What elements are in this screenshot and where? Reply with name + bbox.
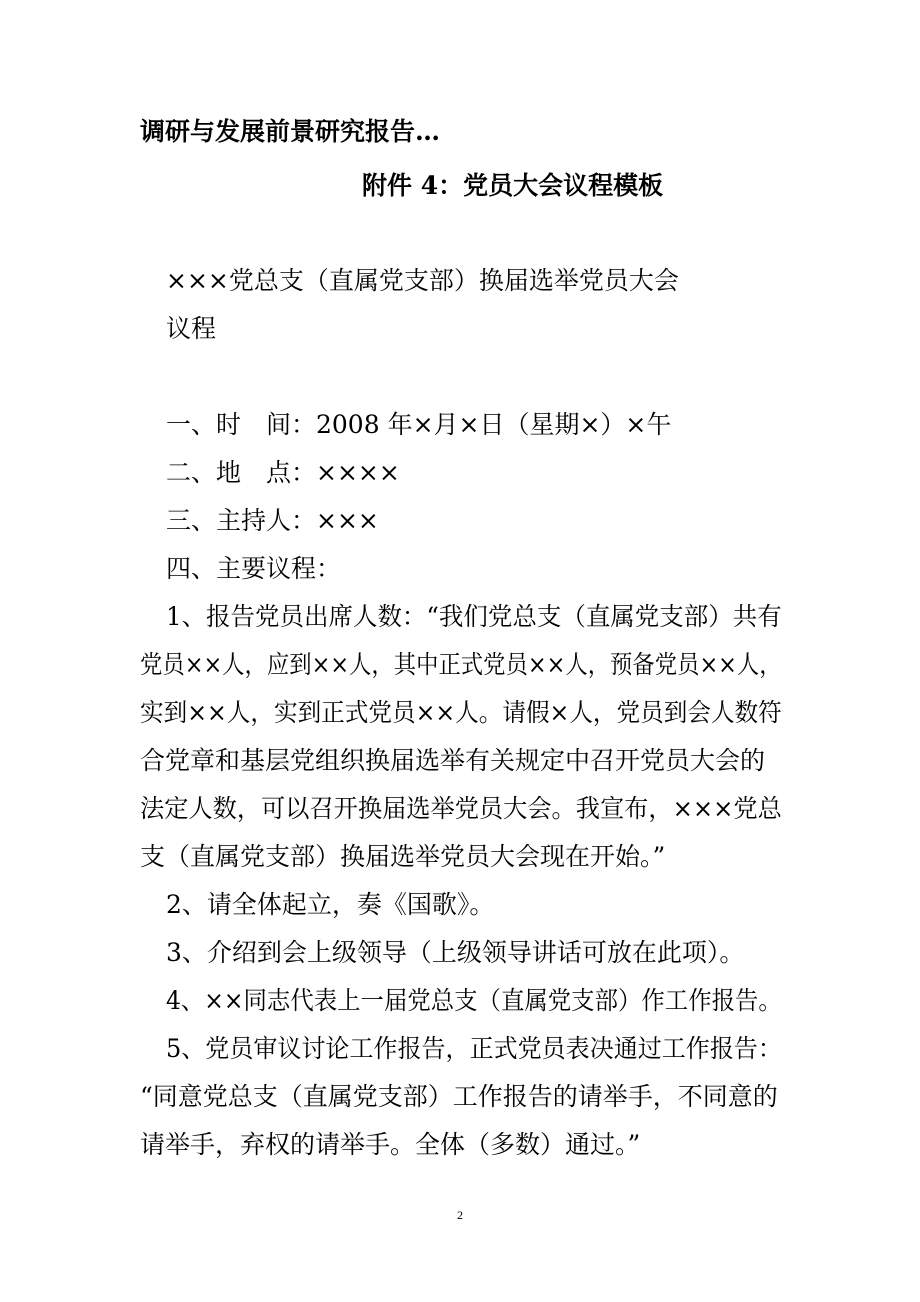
agenda-heading: 四、主要议程： xyxy=(166,554,342,583)
agenda-line: 支（直属党支部）换届选举党员大会现在开始。” xyxy=(140,842,666,871)
agenda-line: 合党章和基层党组织换届选举有关规定中召开党员大会的 xyxy=(140,746,766,775)
running-header: 调研与发展前景研究报告… xyxy=(140,117,441,146)
meeting-time: 一、时 间：2008 年×月×日（星期×）×午 xyxy=(166,410,672,439)
agenda-line: 实到××人，实到正式党员××人。请假×人，党员到会人数符 xyxy=(140,698,782,727)
page-number: 2 xyxy=(457,1208,463,1222)
agenda-line: 法定人数，可以召开换届选举党员大会。我宣布，×××党总 xyxy=(140,794,782,823)
agenda-line: 5、党员审议讨论工作报告，正式党员表决通过工作报告： xyxy=(166,1034,782,1063)
agenda-line: 3、介绍到会上级领导（上级领导讲话可放在此项）。 xyxy=(166,938,745,967)
document-title-line-2: 议程 xyxy=(166,314,217,343)
agenda-line: 4、××同志代表上一届党总支（直属党支部）作工作报告。 xyxy=(166,986,782,1015)
agenda-line: 党员××人，应到××人，其中正式党员××人，预备党员××人， xyxy=(140,650,782,679)
agenda-line: 请举手，弃权的请举手。全体（多数）通过。” xyxy=(140,1130,641,1159)
agenda-line: “同意党总支（直属党支部）工作报告的请举手，不同意的 xyxy=(140,1082,778,1111)
attachment-title: 附件 4：党员大会议程模板 xyxy=(362,171,664,200)
agenda-line: 1、报告党员出席人数：“我们党总支（直属党支部）共有 xyxy=(166,602,782,631)
agenda-line: 2、请全体起立，奏《国歌》。 xyxy=(166,890,495,919)
meeting-host: 三、主持人：××× xyxy=(166,506,379,535)
meeting-place: 二、地 点：×××× xyxy=(166,458,400,487)
document-title-line-1: ×××党总支（直属党支部）换届选举党员大会 xyxy=(166,266,679,295)
